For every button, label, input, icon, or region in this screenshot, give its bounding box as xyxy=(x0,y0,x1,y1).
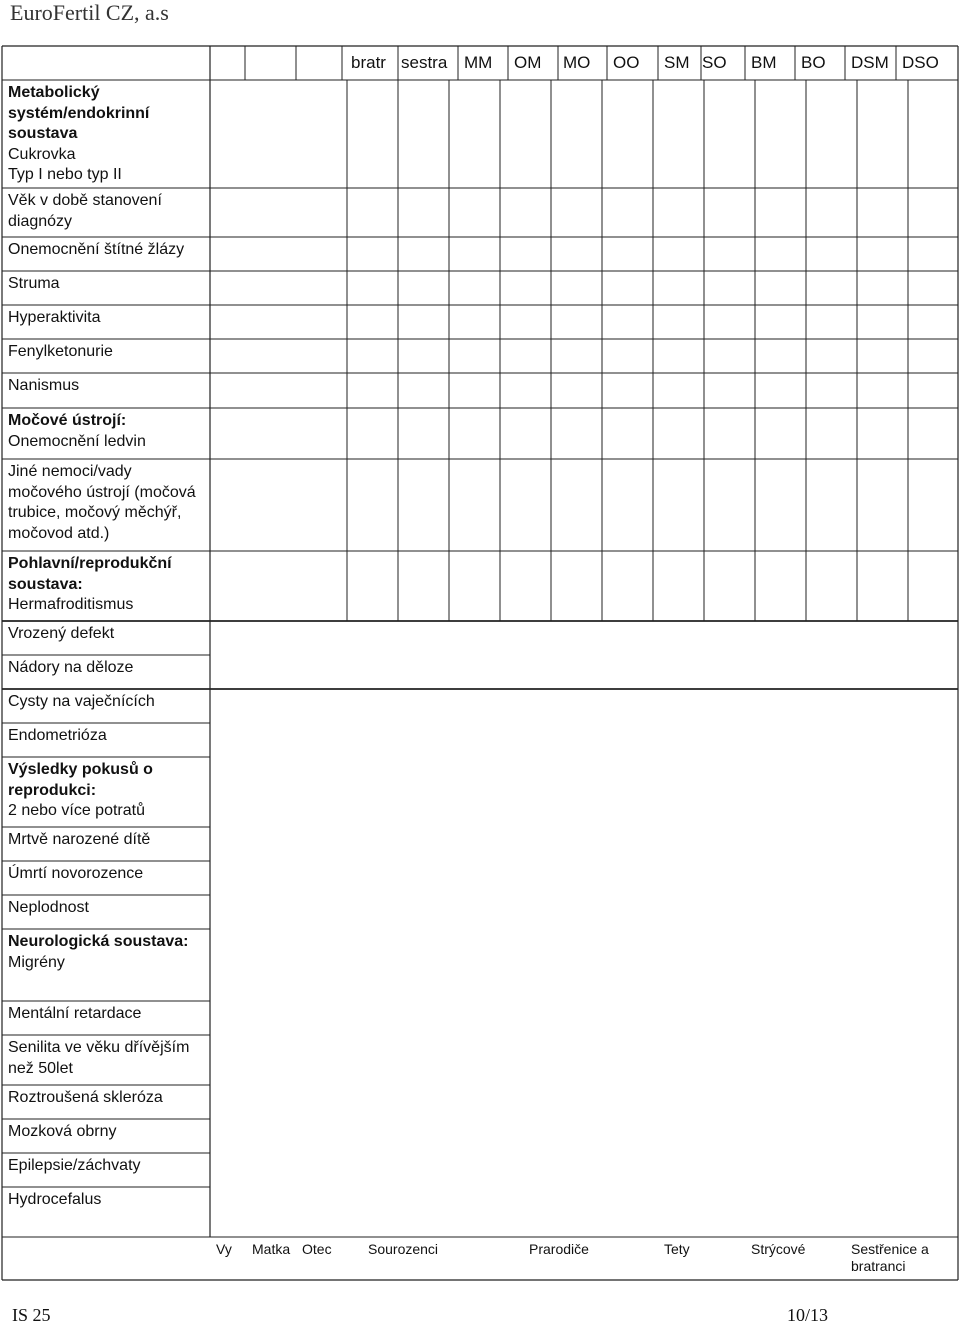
condition-label: Endometrióza xyxy=(8,727,107,744)
condition-label: Onemocnění štítné žlázy xyxy=(8,241,185,258)
condition-label: Mozková obrny xyxy=(8,1123,117,1140)
row-label xyxy=(8,1190,206,1211)
document-id: IS 25 xyxy=(12,1305,51,1325)
condition-label: Cukrovka Typ I nebo typ II xyxy=(8,145,122,183)
row-label xyxy=(8,191,206,232)
condition-label: Úmrtí novorozence xyxy=(8,865,144,882)
company-name: EuroFertil CZ, a.s xyxy=(10,0,169,25)
legend-item: Matka xyxy=(252,1241,291,1257)
condition-label: Věk v době stanovení diagnózy xyxy=(8,192,162,230)
row-label xyxy=(8,342,206,363)
section-heading: Metabolický systém/endokrinní soustava xyxy=(8,84,150,142)
row-label xyxy=(8,658,206,679)
legend-item: Tety xyxy=(664,1241,690,1257)
column-header-oo: OO xyxy=(613,53,640,72)
condition-label: Hermafroditismus xyxy=(8,596,134,613)
row-label xyxy=(8,864,206,885)
condition-label: Roztroušená skleróza xyxy=(8,1089,163,1106)
condition-label: Senilita ve věku dřívějším než 50let xyxy=(8,1039,190,1077)
row-label xyxy=(8,692,206,713)
row-label xyxy=(8,554,206,616)
row-label xyxy=(8,376,206,397)
row-label xyxy=(8,932,206,973)
row-label xyxy=(8,726,206,747)
legend-item: Prarodiče xyxy=(529,1241,589,1257)
row-label xyxy=(8,898,206,919)
condition-label: Neplodnost xyxy=(8,899,89,916)
column-header-dsm: DSM xyxy=(851,53,889,72)
legend-item: Sestřenice a bratranci xyxy=(851,1241,929,1274)
section-heading: Močové ústrojí: xyxy=(8,412,127,429)
row-label xyxy=(8,1088,206,1109)
condition-label: Hydrocefalus xyxy=(8,1191,102,1208)
section-heading: Neurologická soustava: xyxy=(8,933,189,950)
column-header-so: SO xyxy=(702,53,727,72)
condition-label: Nanismus xyxy=(8,377,80,394)
row-label xyxy=(8,1038,206,1079)
column-header-bo: BO xyxy=(801,53,826,72)
legend-item: Vy xyxy=(216,1241,232,1257)
row-label xyxy=(8,83,206,186)
section-heading: Výsledky pokusů o reprodukci: xyxy=(8,761,153,799)
condition-label: 2 nebo více potratů xyxy=(8,802,145,819)
row-label xyxy=(8,308,206,329)
condition-label: Fenylketonurie xyxy=(8,343,113,360)
condition-label: Mentální retardace xyxy=(8,1005,142,1022)
section-heading: Pohlavní/reprodukční soustava: xyxy=(8,555,172,593)
row-label xyxy=(8,1122,206,1143)
column-header-sm: SM xyxy=(664,53,690,72)
condition-label: Epilepsie/záchvaty xyxy=(8,1157,141,1174)
row-label xyxy=(8,411,206,452)
page-number: 10/13 xyxy=(787,1305,829,1325)
row-label xyxy=(8,830,206,851)
column-header-om: OM xyxy=(514,53,542,72)
condition-label: Struma xyxy=(8,275,60,292)
column-header-mm: MM xyxy=(464,53,493,72)
column-header-bm: BM xyxy=(751,53,777,72)
row-label xyxy=(8,624,206,645)
condition-label: Jiné nemoci/vady močového ústrojí (močová trubice, močový měchýř, močovod atd.) xyxy=(8,463,196,542)
condition-label: Migrény xyxy=(8,953,65,971)
condition-label: Mrtvě narozené dítě xyxy=(8,831,151,848)
condition-label: Onemocnění ledvin xyxy=(8,432,146,450)
legend-item: Sourozenci xyxy=(368,1241,439,1257)
condition-label: Nádory na děloze xyxy=(8,659,134,676)
column-header-mo: MO xyxy=(563,53,591,72)
condition-label: Hyperaktivita xyxy=(8,309,101,326)
condition-label: Cysty na vaječnících xyxy=(8,693,155,710)
row-label xyxy=(8,274,206,295)
column-header-sestra: sestra xyxy=(401,53,448,72)
row-label xyxy=(8,462,206,544)
row-label xyxy=(8,1156,206,1177)
row-label xyxy=(8,1004,206,1025)
column-header-dso: DSO xyxy=(902,53,939,72)
legend-item: Strýcové xyxy=(751,1241,806,1257)
column-header-bratr: bratr xyxy=(351,53,386,72)
row-label xyxy=(8,240,206,261)
row-label xyxy=(8,760,206,822)
condition-label: Vrozený defekt xyxy=(8,625,115,642)
legend-item: Otec xyxy=(302,1241,332,1257)
